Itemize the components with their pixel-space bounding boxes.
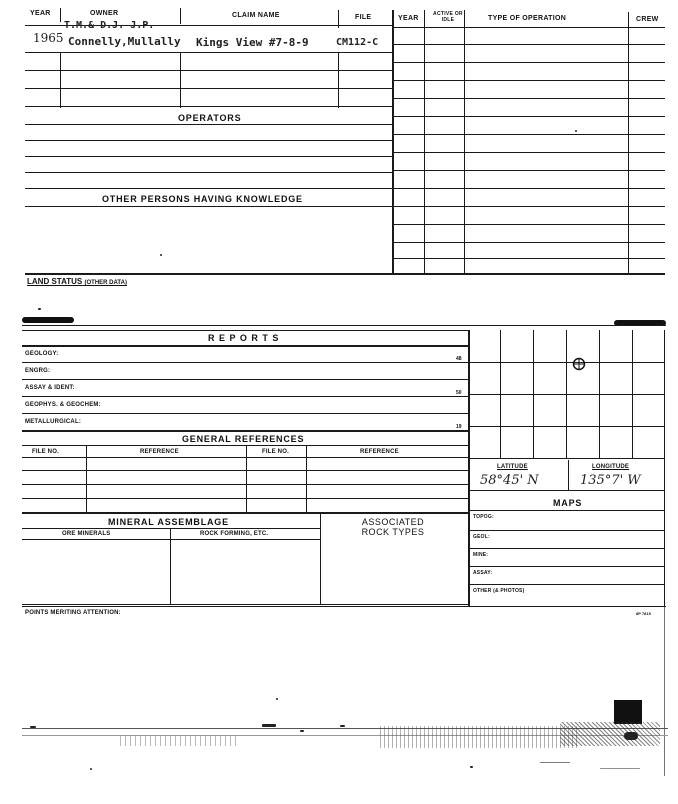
divider [246, 445, 247, 512]
header-claim-name: CLAIM NAME [232, 12, 280, 19]
entry-year: 1965 [33, 31, 64, 45]
general-references-title: GENERAL REFERENCES [182, 434, 305, 444]
divider [393, 134, 665, 135]
reports-row-num: 19 [456, 424, 462, 430]
divider [468, 458, 665, 459]
divider [25, 206, 393, 207]
entry-owner: Connelly,Mullally [68, 35, 181, 48]
divider [22, 604, 468, 605]
reports-row-label: METALLURGICAL: [25, 419, 82, 425]
owner-line-1: T.M.& D.J. J.P. [64, 20, 155, 31]
divider [22, 512, 468, 514]
reports-row-num: 50 [456, 390, 462, 396]
noise-band [120, 736, 240, 746]
noise-dot [30, 726, 36, 728]
divider [468, 394, 665, 395]
noise-dot [262, 724, 276, 727]
divider [393, 152, 665, 153]
ink-mark [614, 700, 642, 724]
divider [25, 273, 665, 275]
divider [393, 170, 665, 171]
header-year-2: YEAR [398, 15, 419, 22]
entry-claim: Kings View #7-8-9 [196, 36, 309, 49]
other-persons-title: OTHER PERSONS HAVING KNOWLEDGE [102, 194, 303, 204]
points-meriting-attention: POINTS MERITING ATTENTION: [25, 610, 121, 616]
noise-dot [160, 254, 162, 256]
longitude-value: 135°7' W [580, 473, 641, 488]
divider [470, 584, 665, 585]
divider [320, 512, 321, 604]
divider [22, 325, 666, 326]
gr-header-file-no-2: FILE NO. [262, 449, 289, 455]
noise-dot [470, 766, 473, 768]
divider [22, 430, 468, 432]
divider [22, 362, 468, 363]
divider [392, 10, 394, 275]
reports-title: R E P O R T S [208, 333, 280, 343]
divider [22, 528, 320, 529]
divider [664, 330, 665, 606]
land-status-text: LAND STATUS [27, 277, 83, 286]
maps-title: MAPS [553, 498, 583, 508]
divider [470, 548, 665, 549]
divider [568, 460, 569, 490]
divider [424, 10, 425, 275]
land-status-label [27, 277, 127, 286]
divider [22, 539, 320, 540]
entry-file: CM112-C [336, 37, 379, 48]
divider [468, 426, 665, 427]
divider [393, 27, 665, 28]
noise-band [560, 722, 660, 746]
divider [664, 606, 665, 776]
operators-title: OPERATORS [178, 113, 242, 123]
divider [60, 8, 61, 22]
latitude-label: LATITUDE [497, 464, 528, 470]
divider [393, 44, 665, 45]
divider [22, 498, 468, 499]
maps-row-label: TOPOG: [473, 514, 494, 520]
divider [393, 224, 665, 225]
mineral-assemblage-title: MINERAL ASSEMBLAGE [108, 517, 229, 527]
divider [468, 330, 470, 606]
reports-row-label: ASSAY & IDENT: [25, 385, 75, 391]
divider [22, 345, 468, 347]
gr-header-reference: REFERENCE [140, 449, 179, 455]
maps-row-label: GEOL: [473, 534, 490, 540]
reports-row-label: GEOLOGY: [25, 351, 59, 357]
divider [393, 258, 665, 259]
divider [22, 413, 468, 414]
divider [470, 490, 665, 491]
header-file: FILE [355, 14, 372, 21]
ore-minerals-header: ORE MINERALS [62, 531, 111, 537]
divider [306, 445, 307, 512]
reports-row-label: GEOPHYS. & GEOCHEM: [25, 402, 101, 408]
divider [22, 484, 468, 485]
noise-dot [624, 732, 638, 740]
noise-dot [600, 768, 640, 769]
divider [22, 330, 468, 331]
divider [393, 206, 665, 207]
divider [25, 188, 393, 189]
maps-row-label: OTHER (& PHOTOS) [473, 588, 525, 594]
maps-row-label: ASSAY: [473, 570, 493, 576]
divider [86, 445, 87, 512]
divider [60, 52, 61, 108]
header-owner: OWNER [90, 10, 119, 17]
divider [393, 242, 665, 243]
noise-dot [300, 730, 304, 732]
location-marker-icon [572, 357, 586, 371]
noise-dot [276, 698, 278, 700]
associated-rock-types: ASSOCIATED ROCK TYPES [361, 517, 425, 537]
noise-dot [90, 768, 92, 770]
divider [470, 530, 665, 531]
divider [22, 379, 468, 380]
divider [470, 566, 665, 567]
divider [22, 396, 468, 397]
divider [180, 52, 181, 108]
header-year: YEAR [30, 10, 51, 17]
divider [468, 362, 665, 363]
divider [464, 10, 465, 275]
divider [338, 52, 339, 108]
divider [393, 80, 665, 81]
divider [22, 606, 666, 607]
maps-row-label: MINE: [473, 552, 489, 558]
divider [22, 457, 468, 458]
header-active-idle: ACTIVE OR IDLE [433, 11, 463, 23]
noise-dot [38, 308, 41, 310]
noise-band [380, 726, 580, 748]
divider [25, 140, 393, 141]
header-crew: CREW [636, 16, 659, 23]
longitude-label: LONGITUDE [592, 464, 630, 470]
divider [170, 528, 171, 604]
divider [25, 156, 393, 157]
divider [393, 188, 665, 189]
divider [628, 12, 629, 275]
ink-mark [22, 317, 74, 323]
noise-dot [340, 725, 345, 727]
divider [180, 8, 181, 24]
gr-header-file-no: FILE NO. [32, 449, 59, 455]
reports-row-num: 48 [456, 356, 462, 362]
reports-row-label: ENGRG: [25, 368, 51, 374]
gr-header-reference-2: REFERENCE [360, 449, 399, 455]
latitude-value: 58°45' N [480, 473, 539, 488]
noise-dot [540, 762, 570, 763]
land-status-sub: (OTHER DATA) [84, 280, 127, 286]
header-type-of-operation: TYPE OF OPERATION [488, 15, 567, 22]
divider [22, 470, 468, 471]
form-code: 8P 7815 [636, 611, 651, 616]
divider [470, 510, 665, 511]
divider [22, 445, 468, 446]
rock-forming-header: ROCK FORMING, ETC. [200, 531, 269, 537]
divider [25, 124, 393, 125]
divider [393, 116, 665, 117]
noise-dot [575, 130, 577, 132]
divider [393, 62, 665, 63]
divider [25, 172, 393, 173]
divider [393, 98, 665, 99]
